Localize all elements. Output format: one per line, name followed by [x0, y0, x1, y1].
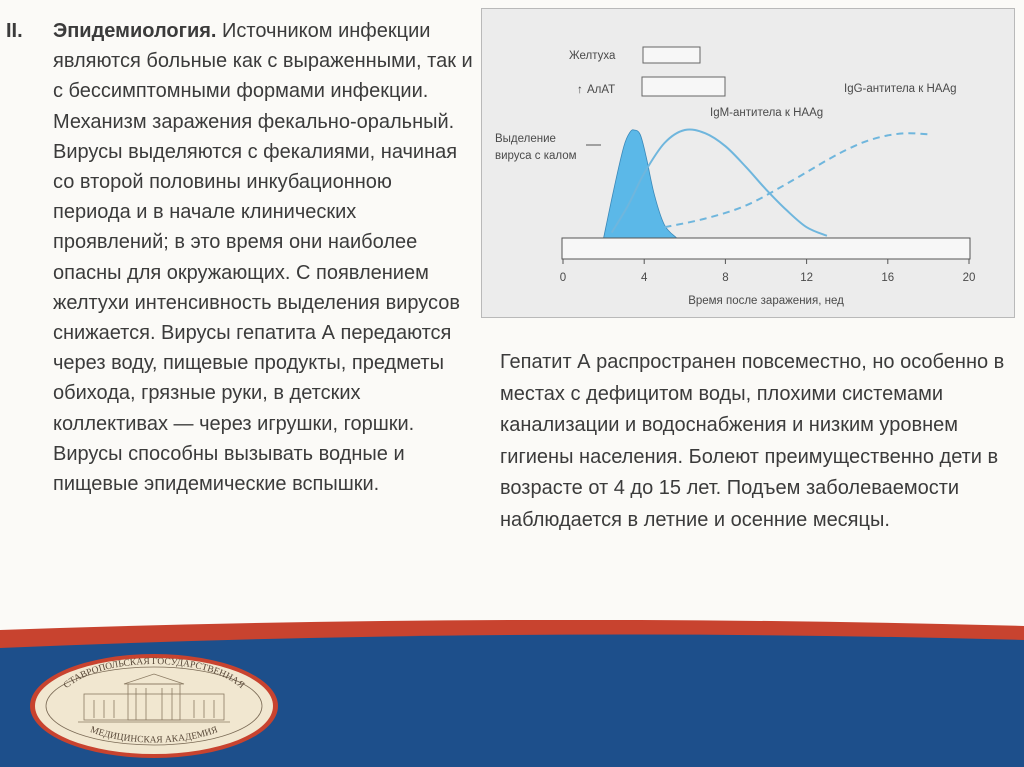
x-tick-label: 0 [559, 272, 567, 284]
virus-shedding-area [604, 130, 677, 238]
bar-label-jaundice: Желтуха [569, 50, 616, 62]
section-number: II. [6, 20, 23, 42]
time-axis-bar [562, 238, 970, 259]
igg-label: IgG-антитела к HAAg [844, 83, 957, 95]
igm-label: IgM-антитела к HAAg [710, 107, 824, 119]
x-axis-label: Время после заражения, нед [688, 295, 844, 307]
bar-label-alt: АлАТ [587, 84, 616, 96]
virus-label-line1: Выделение [495, 133, 556, 145]
academy-logo [28, 652, 280, 760]
chart-svg [482, 9, 1016, 319]
academy-emblem [28, 652, 280, 760]
bar-jaundice [643, 47, 700, 63]
x-tick-label: 20 [962, 272, 976, 284]
igg-curve [665, 133, 929, 227]
epidemiology-body: Источником инфекции являются больные как с выраженными, так и с бессимптомными формами инфекции. Механизм заражения фекально-оральный. Вирусы выделяются с фекалиями, начиная со второй половины инкубационною периода и в начале клинических проявлений; в это время они наиболее опасны для окружающих. С появлением желтухи интенсивность выделения вирусов снижается. Вирусы гепатита А передаются через воду, пищевые продукты, предметы обихода, грязные руки, в детских коллективах — через игрушки, горшки. Вирусы способны вызывать водные и пищевые эпидемические вспышки. [53, 20, 473, 496]
up-arrow-icon: ↑ [577, 84, 583, 96]
logo-top-text: СТАВРОПОЛЬСКАЯ ГОСУДАРСТВЕННАЯ [61, 656, 247, 691]
logo-bottom-text: МЕДИЦИНСКАЯ АКАДЕМИЯ [88, 725, 220, 746]
x-tick-label: 12 [800, 272, 813, 284]
section-heading: Эпидемиология. [53, 20, 217, 42]
distribution-text: Гепатит А распространен повсеместно, но особенно в местах с дефицитом воды, плохими системами канализации и водоснабжения и низким уровнем гигиены населения. Болеют преимущественно дети в возрасте от 4 до 15 лет. Подъем заболеваемости наблюдается в летние и осенние месяцы. [500, 351, 1005, 531]
bar-alt [642, 77, 725, 96]
epidemiology-paragraph [53, 16, 475, 499]
hepatitis-a-chart [481, 8, 1015, 318]
x-tick-label: 16 [881, 272, 895, 284]
virus-label-line2: вируса с калом [495, 150, 577, 162]
x-tick-label: 8 [722, 272, 729, 284]
x-tick-label: 4 [640, 272, 648, 284]
x-axis-ticks [560, 259, 976, 284]
